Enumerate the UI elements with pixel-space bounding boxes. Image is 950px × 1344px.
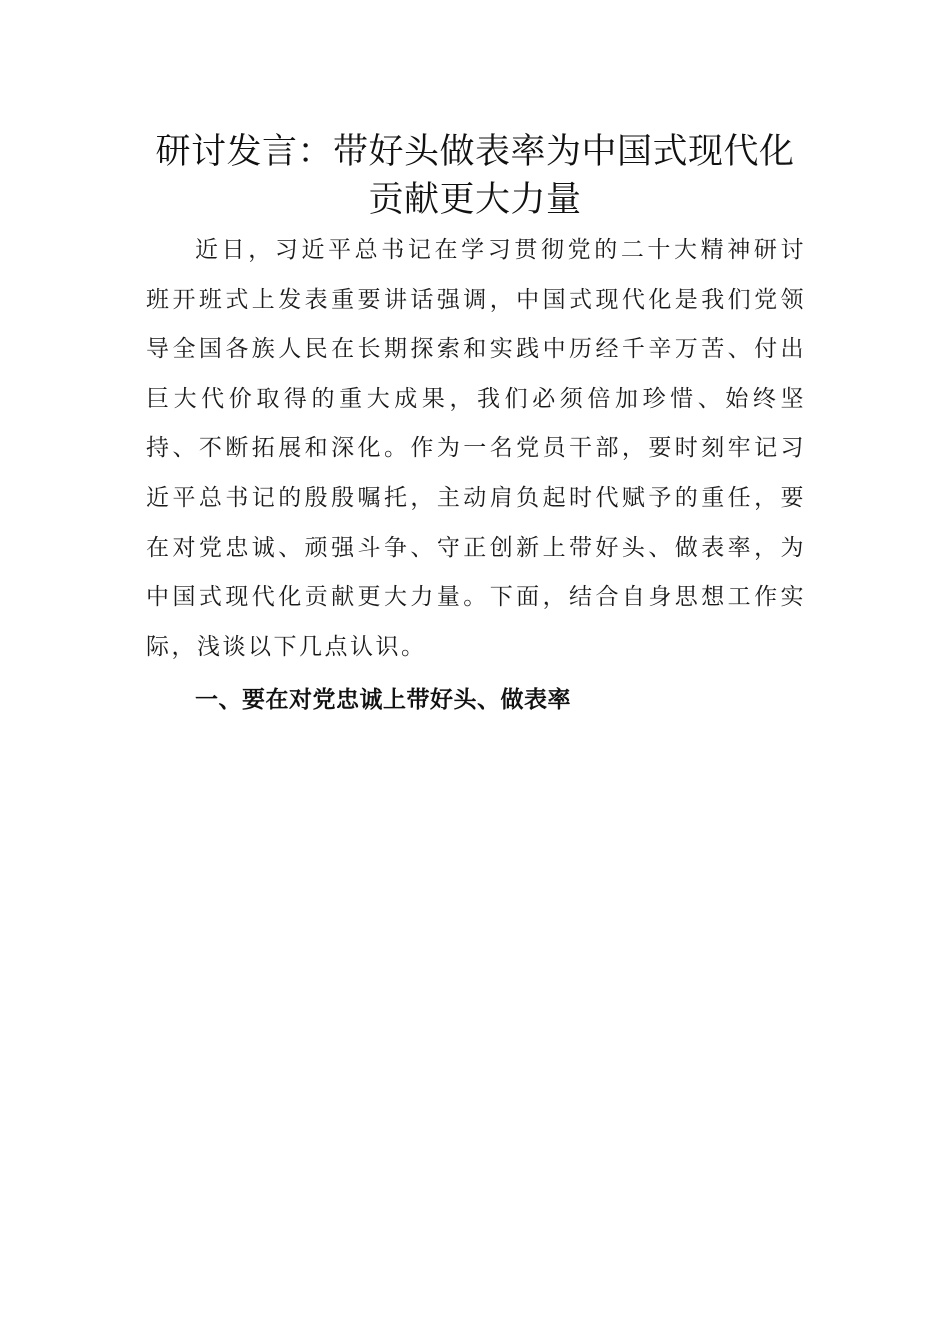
document-title: 研讨发言：带好头做表率为中国式现代化贡献更大力量	[155, 132, 795, 220]
intro-paragraph: 近日，习近平总书记在学习贯彻党的二十大精神研讨班开班式上发表重要讲话强调，中国式现代化是我们党领导全国各族人民在长期探索和实践中历经千辛万苦、付出巨大代价取得的重大成果，我们必须倍加珍惜、始终坚持、不断拓展和深化。作为一名党员干部，要时刻牢记习近平总书记的殷殷嘱托，主动肩负起时代赋予的重任，要在对党忠诚、顽强斗争、守正创新上带好头、做表率，为中国式现代化贡献更大力量。下面，结合自身思想工作实际，浅谈以下几点认识。	[146, 237, 806, 660]
section-heading: 一、要在对党忠诚上带好头、做表率	[195, 687, 571, 713]
document-body	[146, 226, 806, 672]
